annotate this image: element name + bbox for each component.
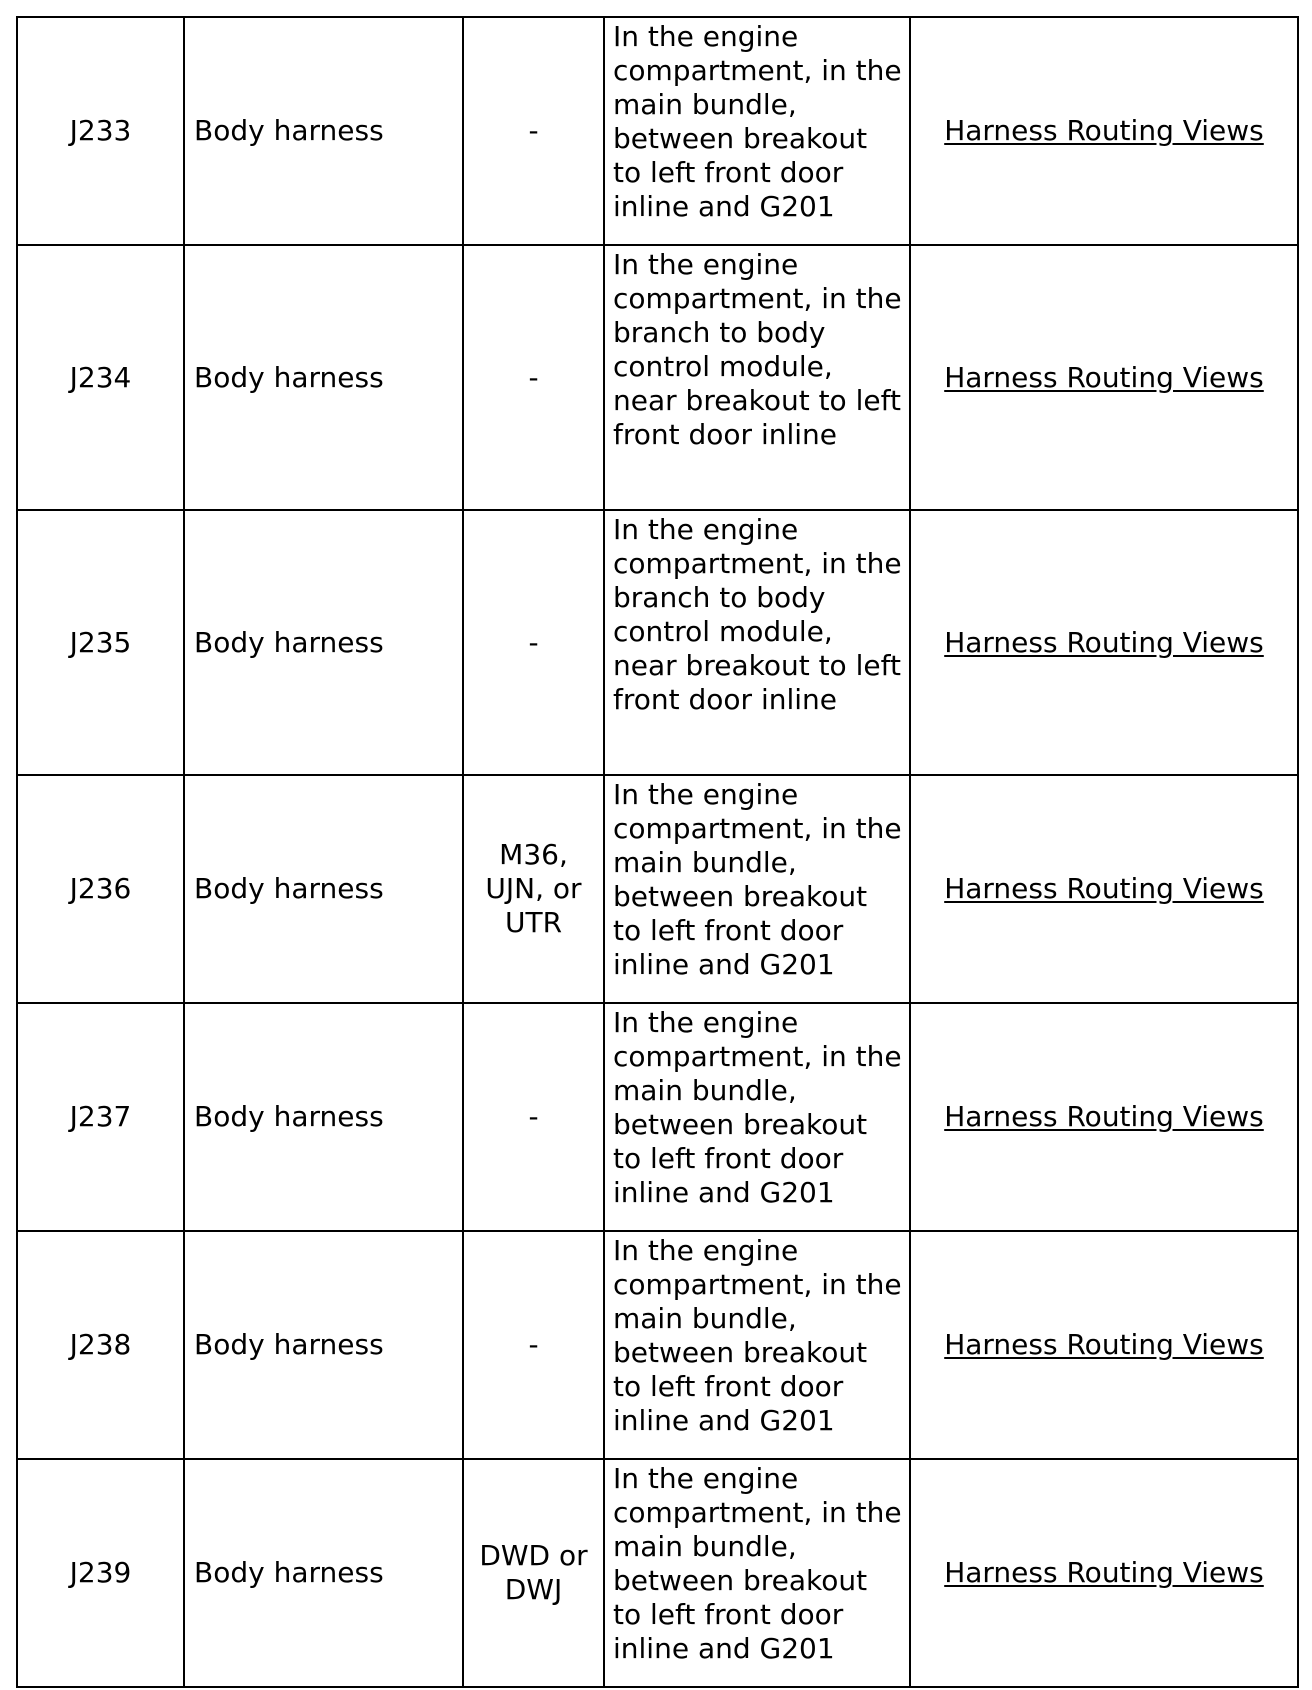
option-cell: - <box>463 510 604 775</box>
option-cell: - <box>463 17 604 245</box>
harness-routing-views-link[interactable]: Harness Routing Views <box>944 625 1264 659</box>
location-cell: In the engine compartment, in the main bundle, between breakout to left front door inline and G201 <box>604 1003 910 1231</box>
connector-id-cell: J233 <box>17 17 184 245</box>
table-row <box>17 17 1298 245</box>
harness-cell: Body harness <box>184 17 463 245</box>
connector-table-container <box>16 16 1297 1688</box>
link-cell <box>910 775 1298 1003</box>
harness-routing-views-link[interactable]: Harness Routing Views <box>944 360 1264 394</box>
table-row <box>17 245 1298 510</box>
harness-cell: Body harness <box>184 510 463 775</box>
harness-cell: Body harness <box>184 1459 463 1687</box>
link-cell <box>910 1003 1298 1231</box>
link-cell <box>910 1231 1298 1459</box>
harness-cell: Body harness <box>184 1231 463 1459</box>
option-cell: - <box>463 1003 604 1231</box>
option-cell: DWD or DWJ <box>463 1459 604 1687</box>
harness-routing-views-link[interactable]: Harness Routing Views <box>944 1556 1264 1589</box>
harness-routing-views-link[interactable]: Harness Routing Views <box>944 872 1264 905</box>
table-row <box>17 1459 1298 1687</box>
table-row <box>17 1231 1298 1459</box>
connector-id-cell: J237 <box>17 1003 184 1231</box>
location-cell: In the engine compartment, in the main bundle, between breakout to left front door inline and G201 <box>604 1231 910 1459</box>
harness-cell: Body harness <box>184 245 463 510</box>
option-cell: - <box>463 245 604 510</box>
connector-id-cell: J239 <box>17 1459 184 1687</box>
location-cell: In the engine compartment, in the main bundle, between breakout to left front door inline and G201 <box>604 1459 910 1687</box>
harness-routing-views-link[interactable]: Harness Routing Views <box>944 1100 1264 1133</box>
link-cell <box>910 510 1298 775</box>
table-row <box>17 775 1298 1003</box>
option-cell: M36, UJN, or UTR <box>463 775 604 1003</box>
harness-routing-views-link[interactable]: Harness Routing Views <box>944 114 1264 147</box>
link-cell <box>910 1459 1298 1687</box>
connector-location-table <box>16 16 1299 1688</box>
link-cell <box>910 17 1298 245</box>
table-row <box>17 1003 1298 1231</box>
location-cell: In the engine compartment, in the branch to body control module, near breakout to left front door inline <box>604 510 910 775</box>
harness-routing-views-link[interactable]: Harness Routing Views <box>944 1328 1264 1361</box>
location-cell: In the engine compartment, in the main bundle, between breakout to left front door inline and G201 <box>604 775 910 1003</box>
harness-cell: Body harness <box>184 1003 463 1231</box>
option-cell: - <box>463 1231 604 1459</box>
harness-cell: Body harness <box>184 775 463 1003</box>
link-cell <box>910 245 1298 510</box>
location-cell: In the engine compartment, in the branch to body control module, near breakout to left front door inline <box>604 245 910 510</box>
location-cell: In the engine compartment, in the main bundle, between breakout to left front door inline and G201 <box>604 17 910 245</box>
connector-id-cell: J238 <box>17 1231 184 1459</box>
connector-id-cell: J235 <box>17 510 184 775</box>
connector-id-cell: J234 <box>17 245 184 510</box>
table-row <box>17 510 1298 775</box>
connector-id-cell: J236 <box>17 775 184 1003</box>
